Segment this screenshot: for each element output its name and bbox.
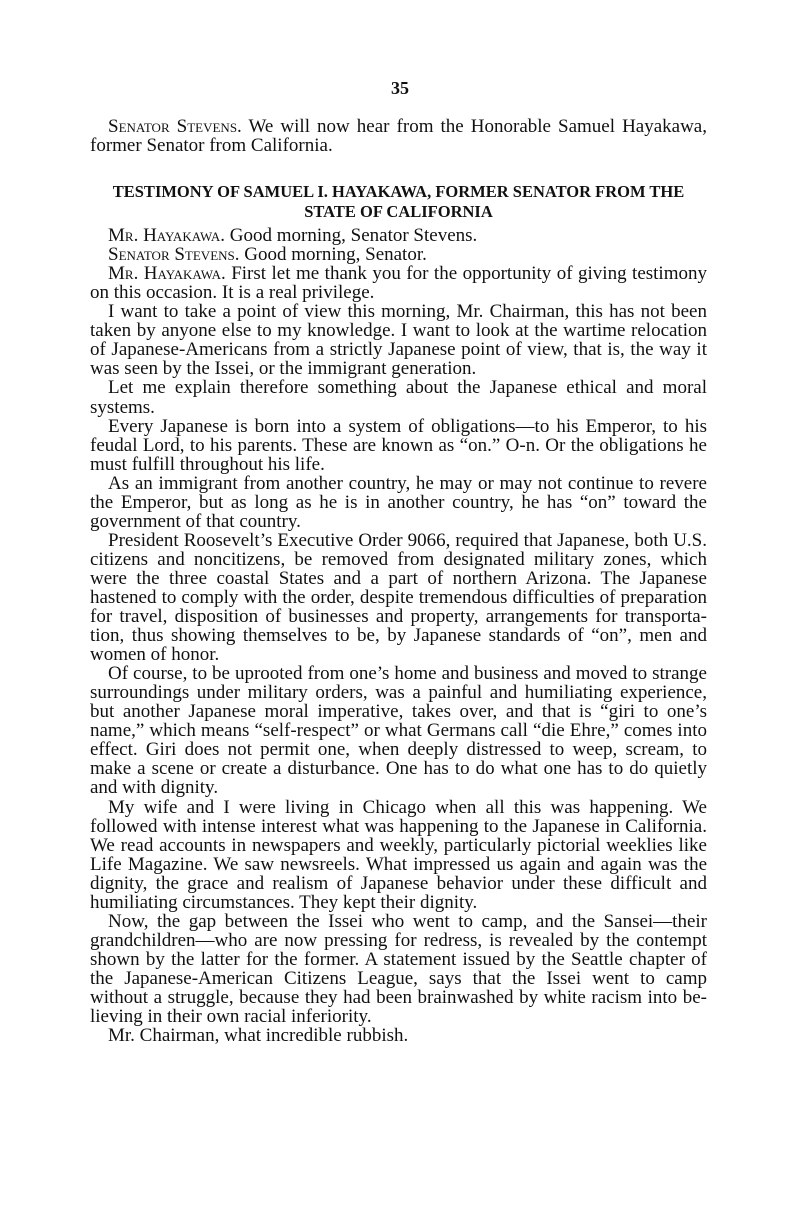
paragraph-uprooted: Of course, to be uprooted from one’s home and business and moved to strange surroundings under military orders, was a painful and humiliating experience, but another Japanese moral imperative, takes over, and that is “giri to one’s name,” which means “self-respect” or what Germans call “die Ehre,” comes into effect. Giri does not permit one, when deeply distressed to weep, scream, to make a scene or create a disturbance. One has to do what one has to do quietly and with dignity. bbox=[90, 663, 707, 799]
speaker-name: Senator Stevens. bbox=[108, 244, 240, 266]
speech-text: First let me thank you for the opportunity of giving testimony on this occasion. It is a real privilege. bbox=[90, 263, 707, 304]
paragraph-ethical-systems: Let me explain therefore something about the Japanese ethical and moral systems. bbox=[90, 377, 707, 418]
speech-text: Good morning, Senator Stevens. bbox=[225, 225, 478, 247]
speech-text: We will now hear from the Honorable Samuel Hayakawa, former Senator from California. bbox=[90, 116, 707, 157]
speaker-name: Mr. Hayakawa. bbox=[108, 263, 226, 285]
section-heading: TESTIMONY OF SAMUEL I. HAYAKAWA, FORMER SENATOR FROM THE STATE OF CALIFORNIA bbox=[112, 182, 685, 222]
body-text bbox=[90, 117, 707, 1045]
speaker-name: Mr. Hayakawa. bbox=[108, 225, 226, 247]
exchange-line-3 bbox=[90, 264, 707, 302]
exchange-line-1 bbox=[90, 226, 707, 245]
paragraph-rubbish: Mr. Chairman, what incredible rubbish. bbox=[108, 1025, 409, 1047]
page-number: 35 bbox=[391, 78, 409, 98]
paragraph-point-of-view: I want to take a point of view this morning, Mr. Chairman, this has not been taken by anyone else to my knowledge. I want to look at the wartime relocation of Japanese-Americans from a strictly Japanese point of view, that is, the way it was seen by the Issei, or the immigrant generation. bbox=[90, 301, 707, 380]
paragraph-executive-order: President Roosevelt’s Executive Order 9066, required that Japanese, both U.S. citizens and noncitizens, be removed from designated military zones, which were the three coastal States and a part of northern Arizona. The Japanese hastened to comply with the order, despite tremendous difficulties of preparation for travel, disposition of businesses and property, arrangements for transportation, thus showing themselves to be, by Japanese standards of “on”, men and women of honor. bbox=[90, 529, 707, 666]
speaker-name: Senator Stevens. bbox=[108, 116, 242, 137]
paragraph-obligations: Every Japanese is born into a system of obligations—to his Emperor, to his feudal Lord, to his parents. These are known as “on.” O-n. Or the obligations he must fulfill throughout his life. bbox=[90, 415, 707, 475]
speech-text: Good morning, Senator. bbox=[239, 244, 427, 266]
intro-paragraph bbox=[90, 117, 707, 155]
exchange-line-2 bbox=[90, 245, 707, 264]
paragraph-gap: Now, the gap between the Issei who went to camp, and the Sansei—their grandchildren—who are now pressing for redress, is revealed by the contempt shown by the latter for the former. A statement issued by the Seattle chapter of the Japanese-American Citizens League, says that the Issei went to camp without a struggle, because they had been brainwashed by white racism into believing in their own racial inferiority. bbox=[90, 910, 707, 1028]
paragraph-chicago: My wife and I were living in Chicago when all this was happening. We followed with intense interest what was happening to the Japanese in California. We read accounts in newspapers and weekly, particularly pictorial weeklies like Life Magazine. We saw newsreels. What impressed us again and again was the dignity, the grace and realism of Japanese behavior under these difficult and humiliating circumstances. They kept their dignity. bbox=[90, 796, 707, 913]
paragraph-immigrant: As an immigrant from another country, he may or may not continue to revere the Emperor, but as long as he is in another country, he has “on” toward the government of that country. bbox=[90, 472, 707, 532]
